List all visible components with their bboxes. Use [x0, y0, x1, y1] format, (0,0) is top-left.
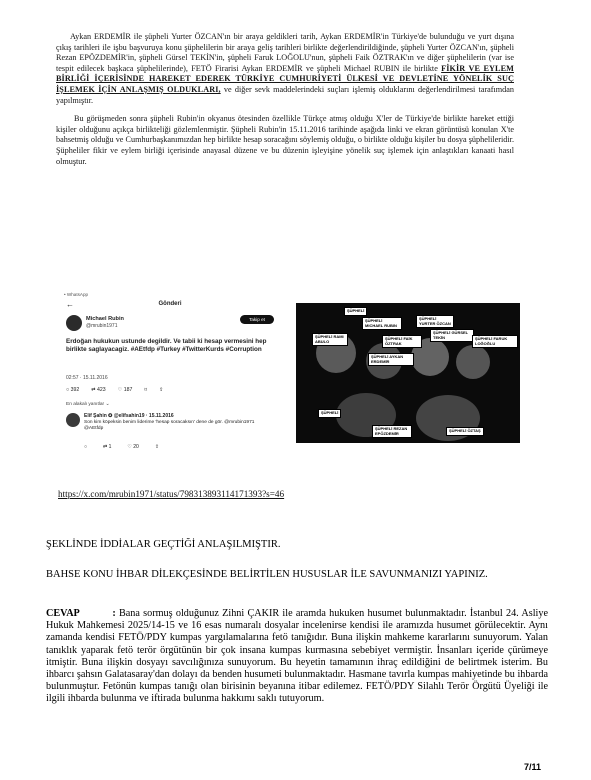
tweet-text — [66, 338, 276, 354]
photo-label: ŞÜPHELİ MICHAEL RUBIN — [362, 317, 402, 330]
back-arrow-icon: ← — [66, 300, 74, 309]
reply-reply-icon: ○ — [84, 444, 88, 450]
retweet-icon: ⇄ — [91, 387, 98, 393]
tweet-body: Erdoğan hukukun ustunde degildir. Ve tabii ki hesap vermesini hep birlikte saglayacagiz. — [66, 338, 267, 354]
photo-label: ŞÜPHELİ YURTER ÖZCAN — [416, 315, 454, 328]
photo-label: ŞÜPHELİ RAMI ABULO — [312, 333, 348, 346]
reply-text: Son kim köpeksin benim liderime 'hesap soracaksın' dene de gör. @mrubin1971 @AEtfdp — [84, 420, 255, 431]
reply-avatar — [66, 413, 80, 427]
photo-label: ŞÜPHELİ AYKAN ERDEMİR — [368, 353, 414, 366]
answer-paragraph — [46, 608, 548, 706]
bookmark-icon: ⌑ — [144, 387, 148, 393]
reply-author: Elif Şahin ✪ @elifsahin19 · 15.11.2016 — [84, 413, 174, 419]
instruction-line: BAHSE KONU İHBAR DİLEKÇESİNDE BELİRTİLEN HUSUSLAR İLE SAVUNMANIZI YAPINIZ. — [46, 569, 488, 580]
like-stat — [118, 387, 133, 393]
photo-label: ŞÜPHELİ REZAN EPÖZDEMİR — [372, 425, 412, 438]
highlighted-phrase: FİKİR VE EYLEM BİRLİĞİ İÇERİSİNDE HAREKET EDEREK TÜRKİYE CUMHURİYETİ ÜLKESİ VE DEVLETİNE YÖNELİK SUÇ İŞLEMEK İÇİN ANLAŞMIŞ OLDUKLARI, — [56, 63, 514, 94]
tweet-hashtags: #AEtfdp #Turkey #TwitterKurds #Corruption — [130, 346, 262, 354]
retweet-stat — [91, 387, 105, 393]
photo-label: ŞÜPHELİ — [318, 409, 341, 418]
reply-like-count: 20 — [133, 444, 139, 450]
like-count: 187 — [123, 387, 133, 393]
reply-icon: ○ — [66, 387, 71, 393]
status-bar: • WhatsApp — [64, 292, 89, 297]
scanned-text-block — [56, 32, 514, 167]
tweet-time: 02:57 · 15.11.2016 — [66, 375, 108, 381]
photo-label: ŞÜPHELİ ÖZTAŞ — [446, 427, 484, 436]
answer-text: Bana sormuş olduğunuz Zihni ÇAKIR ile aramda hukuken husumet bulunmaktadır. İstanbul 24. Asliye Hukuk Mahkemesi 2025/14-15 ve 16 esas numaralı dosyalar incelenirse kendisi ile aramızda husumet görülecektir. Aynı zamanda kendisi FETÖ/PDY kumpas yargılamalarına fetö tanığıdır. Buna ilişkin mahkeme kararlarını sunuyorum. Yalan tanıklık yaparak fetö terör örgütünün bir çok insana kumpas kurmasına sebebiyet vermiştir. İnsanları içeride çürümeye itmiştir. Buna ilişkin dosyayı savcılığınıza sunuyorum. Bu heyetin tamamının ihraç edildiğini de belirtmek isterim. Bu ihbarcı şahsın Galatasaray'dan dolayı da benden husumeti bulunmaktadır. Hasmane tavırla kumpas mahiyetinde bu ihbarda bulunmuştur. Fetönün kumpas tanığı olan birisinin beyanına itibar edilemez. FETÖ/PDY Silahlı Terör Örgütü Üyeliği ile ilgili ihbarda bulunma ve iftirada bulunma hakkımı saklı tutuyorum. — [46, 608, 549, 705]
person-silhouette — [456, 345, 490, 379]
reply-count: 392 — [70, 387, 80, 393]
author-name: Michael Rubin — [86, 316, 124, 322]
retweet-icon: ⇄ — [103, 444, 109, 450]
post-header: Gönderi — [158, 301, 182, 307]
replies-sort: En alakalı yanıtlar ⌄ — [66, 402, 110, 407]
page-number: 7/11 — [524, 762, 542, 772]
follow-button: Takip et — [240, 315, 274, 324]
reply-retweet-count: 1 — [108, 444, 112, 450]
scanned-paragraph-2: Bu görüşmeden sonra şüpheli Rubin'in okyanus ötesinden özellikle Türkçe atmış olduğu X'ler de Türkiye'de birlikte hareket ettiği kişiler olduğunu açıkça birlikteliği gözlemlenmiştir. Şüpheli Rubin'in 15.11.2016 tarihinde aşağıda linki ve ekran görüntüsü konulan X'te bahsetmiş olduğu ve Cumhurbaşkanımızdan hep birlikte hesap soracağını söylemiş olduğu, o birlikte olduğu kişiler bu dosya şüphelileridir. Şüpheliler fikir ve eylem birliği içerisinde anayasal düzene ve bu düzenin işleyişine yönelik suç işlemek için anlaştıkları kanaati hasıl olmuştur. — [56, 114, 514, 166]
retweet-count: 423 — [97, 387, 106, 393]
paragraph-1-end: ve diğer sevk maddelerindeki suçları işlemiş olduklarını değerlendirilmesi tarafımdan yapılmıştır. — [56, 84, 514, 105]
reply-retweet-stat — [103, 444, 111, 450]
cevap-label: CEVAP — [46, 608, 80, 619]
reply-like-stat — [127, 444, 138, 450]
reply-stat — [66, 387, 79, 393]
avatar — [66, 315, 82, 331]
photo-label: ŞÜPHELİ — [344, 307, 367, 316]
photo-label: ŞÜPHELİ FAİK ÖZTRAK — [382, 335, 422, 348]
reply-stats — [84, 444, 159, 450]
conclusion-line: ŞEKLİNDE İDDİALAR GEÇTİĞİ ANLAŞILMIŞTIR. — [46, 539, 281, 550]
tweet-screenshot — [58, 292, 282, 476]
tweet-link[interactable]: https://x.com/mrubin1971/status/798313893114171393?s=46 — [58, 489, 285, 499]
cevap-colon: : — [112, 608, 116, 619]
heart-icon: ♡ — [117, 387, 124, 393]
paragraph-1-text: Aykan ERDEMİR ile şüpheli Yurter ÖZCAN'ın bir araya geldikleri tarih, Aykan ERDEMİR'in Türkiye'de bulunduğu ve yurt dışına çıkış tarihleri ile işbu başvuruya konu şüphelilerin bir araya geliş tarihleri birlikte değerlendirildiğinde, şüpheli Yurter ÖZCAN'ın, şüpheli Rezan EPÖZDEMİR'in, şüpheli Gürsel TEKİN'in, şüpheli Faruk LOĞOLU'nun, şüpheli Faik ÖZTRAK'ın ve diğer şüphelilerin (var ise tespit edilecek başkaca şüphelilerinde), FETÖ Firarisi Aykan ERDEMİR ve şüpheli Michael RUBIN ile birlikte — [56, 32, 514, 73]
tweet-stats — [66, 387, 276, 393]
heart-icon: ♡ — [127, 444, 134, 450]
photo-label: ŞÜPHELİ GÜRSEL TEKİN — [430, 329, 474, 342]
photo-label: ŞÜPHELİ FARUK LOĞOĞLU — [472, 335, 518, 348]
share-icon: ⇪ — [159, 387, 164, 393]
share-icon: ⇪ — [154, 444, 160, 450]
annotated-photo — [296, 303, 520, 443]
scanned-paragraph-1 — [56, 32, 514, 106]
author-handle: @mrubin1971 — [86, 323, 118, 329]
